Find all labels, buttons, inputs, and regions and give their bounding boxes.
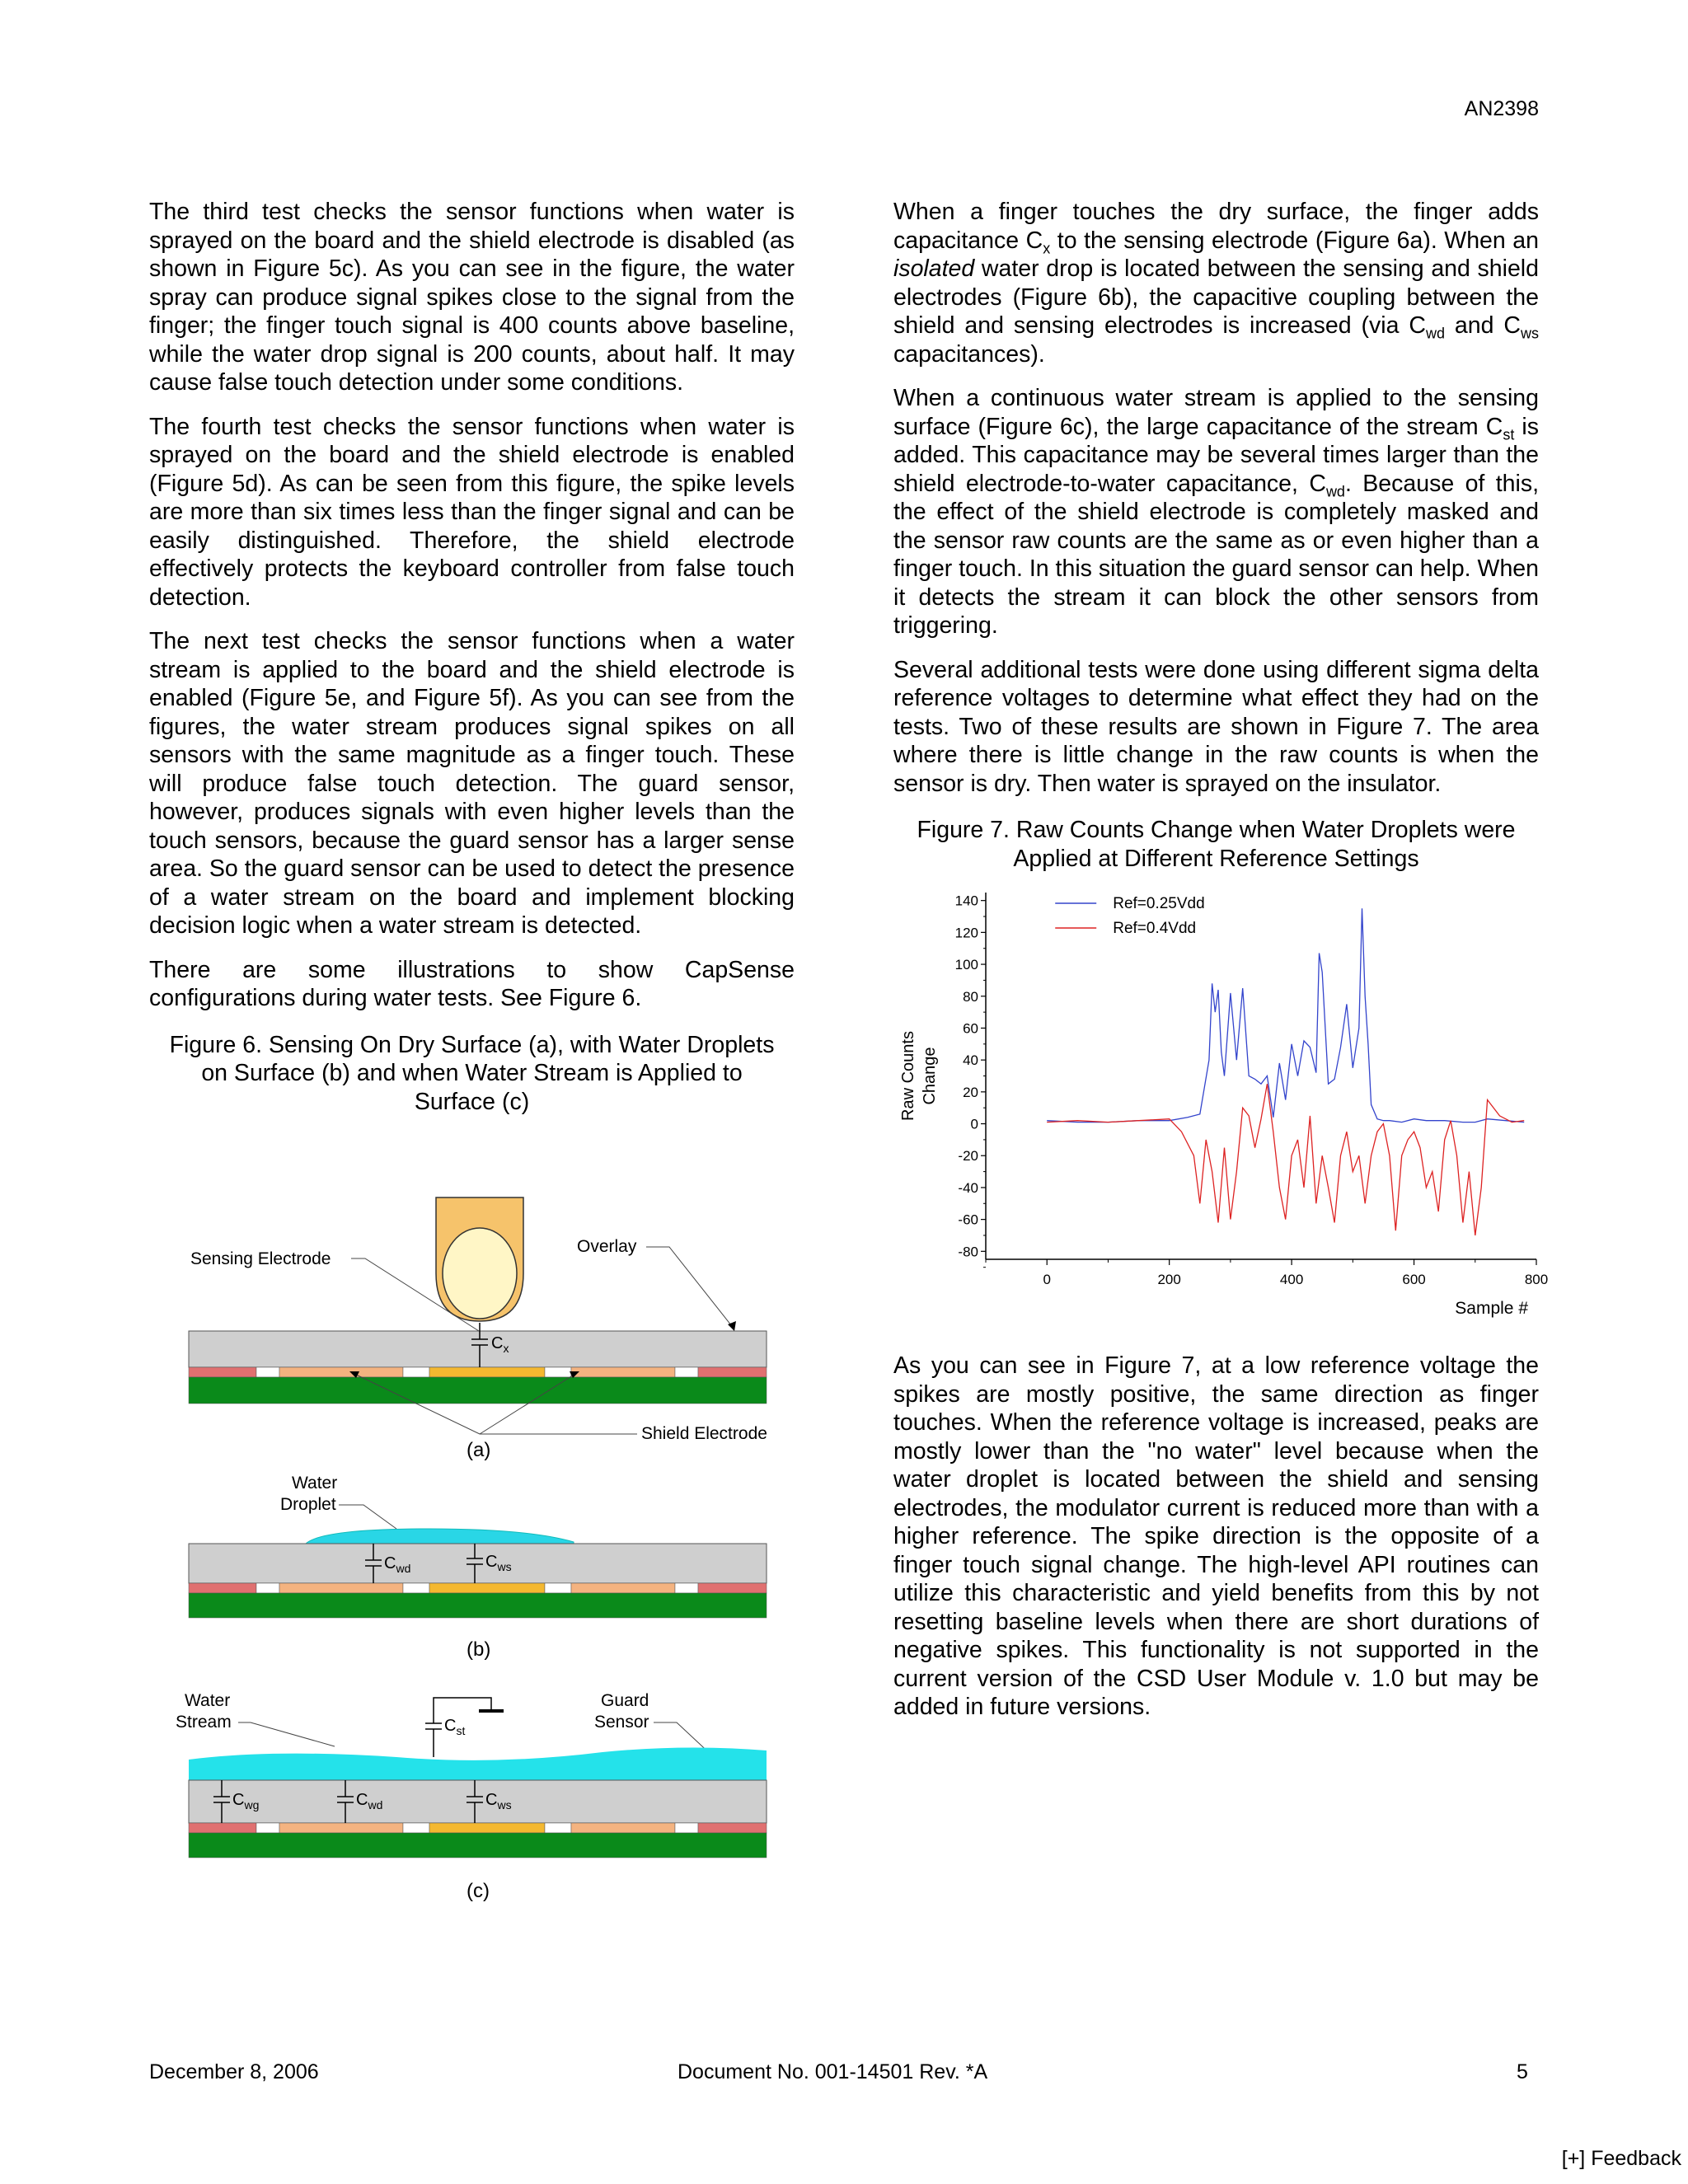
- electrode-gap: [545, 1367, 571, 1377]
- y-tick-label: 0: [970, 1116, 978, 1132]
- shield-strip-right: [698, 1367, 767, 1377]
- y-axis-label: Raw Counts: [899, 1031, 917, 1121]
- paragraph-finger-touch: When a finger touches the dry surface, the finger adds capacitance $C_x$ to the sensing electrode (Figure 6a). When an isolated water drop is located between the sensing and shield electrodes (Figure 6b), the capacitive coupling between the shield and sensing electrodes is increased (via $C_{wd}$ and $C_{ws}$ capacitances).: [893, 199, 1539, 368]
- panel-b: [189, 1474, 767, 1661]
- doc-id-header: AN2398: [1464, 97, 1539, 120]
- legend-label: Ref=0.4Vdd: [1113, 920, 1197, 937]
- shield-strip-left: [189, 1367, 256, 1377]
- x-tick-label: 200: [1157, 1272, 1181, 1287]
- x-tick-label: 600: [1402, 1272, 1426, 1287]
- panel-c: [176, 1691, 767, 1902]
- pcb-substrate: [189, 1593, 767, 1618]
- label-overlay: Overlay: [577, 1237, 637, 1256]
- leader-line: [646, 1247, 734, 1329]
- y-axis-label: Change: [921, 1047, 939, 1105]
- electrode-gap: [545, 1583, 571, 1593]
- shield-electrode: [571, 1823, 675, 1833]
- sensing-electrode: [429, 1367, 545, 1377]
- shield-electrode: [571, 1583, 675, 1593]
- shield-electrode: [279, 1583, 403, 1593]
- paragraph-water-stream: When a continuous water stream is applied to the sensing surface (Figure 6c), the large capacitance of the stream $C_{st}$ is added. This capacitance may be several times larger than the shield electrode-to-water capacitance, $C_{wd}$. Because of this, the effect of the shield electrode is completely masked and the sensor raw counts are the same as or even higher than a finger touch. In this situation the guard sensor can help. When it detects the stream it can block the other sensors from triggering.: [893, 385, 1540, 639]
- electrode-gap: [256, 1367, 279, 1377]
- electrode-gap: [675, 1367, 698, 1377]
- paragraph-third-test: The third test checks the sensor functions when water is sprayed on the board and the shield electrode is disabled (as shown in Figure 5c). As you can see in the figure, the water spray can produce signal spikes close to the signal from the finger; the finger touch signal is 400 counts above baseline, while the water drop signal is 200 counts, about half. It may cause false touch detection under some conditions.: [149, 199, 795, 396]
- electrode-gap: [675, 1583, 698, 1593]
- electrode-gap: [256, 1823, 279, 1833]
- electrode-gap: [403, 1367, 429, 1377]
- panel-label-a: (a): [467, 1439, 491, 1461]
- figure6-caption-line: Surface (c): [414, 1088, 530, 1115]
- electrode-gap: [256, 1583, 279, 1593]
- cap-label-cwd: $C_{wd}$: [384, 1554, 411, 1575]
- electrode-gap: [675, 1823, 698, 1833]
- y-tick-label: -60: [958, 1212, 978, 1228]
- y-tick-label: -20: [958, 1148, 978, 1165]
- paragraph-fourth-test: The fourth test checks the sensor functions when water is sprayed on the board and the shield electrode is enabled (Figure 5d). As can be seen from this figure, the spike levels are more than six times less than the finger signal and can be easily distinguished. Therefore, the shield electrode effectively protects the keyboard controller from false touch detection.: [149, 413, 795, 611]
- sensing-electrode: [429, 1583, 545, 1593]
- cap-label-cws: $C_{ws}$: [485, 1553, 512, 1573]
- footer-document-number: Document No. 001-14501 Rev. *A: [678, 2060, 988, 2083]
- panel-label-c: (c): [467, 1880, 490, 1902]
- pcb-substrate: [189, 1377, 767, 1404]
- shield-strip-left: [189, 1583, 256, 1593]
- electrode-gap: [545, 1823, 571, 1833]
- figure6-caption-line: on Surface (b) and when Water Stream is Applied to: [201, 1060, 743, 1086]
- shield-electrode: [571, 1367, 675, 1377]
- figure7-caption-line: Figure 7. Raw Counts Change when Water Droplets were: [917, 817, 1516, 843]
- y-tick-label: 60: [963, 1020, 978, 1037]
- y-tick-label: 120: [954, 925, 978, 941]
- label-water-stream: Water: [185, 1691, 231, 1710]
- figure6-caption-line: Figure 6. Sensing On Dry Surface (a), with Water Droplets: [169, 1031, 775, 1058]
- y-tick-label: -80: [958, 1244, 978, 1260]
- figure6-diagram: [149, 1207, 795, 1902]
- label-sensing-electrode: Sensing Electrode: [190, 1249, 331, 1268]
- y-tick-label: -40: [958, 1179, 978, 1196]
- leader-line: [238, 1722, 335, 1746]
- paragraph-figure7-discussion: As you can see in Figure 7, at a low reference voltage the spikes are mostly positive, the same direction as finger touches. When the reference voltage is increased, peaks are mostly lower than the "no water" level because when the water droplet is located between the shield and sensing electrodes, the modulator current is reduced more than with a higher reference. The spike direction is the opposite of a finger touch signal change. The high-level API routines can utilize this characteristic and yield benefits from this by not resetting baseline levels when there are short durations of negative spikes. This functionality is not supported in the current version of the CSD User Module v. 1.0 but may be added in future versions.: [893, 1352, 1539, 1720]
- x-tick-label: 800: [1524, 1272, 1549, 1287]
- y-tick-label: 140: [954, 893, 978, 909]
- left-column: [149, 198, 795, 1902]
- fingernail: [443, 1228, 517, 1319]
- guard-sensor-strip: [698, 1823, 767, 1833]
- electrode-gap: [403, 1823, 429, 1833]
- figure7-caption-line: Applied at Different Reference Settings: [1013, 845, 1419, 872]
- feedback-link[interactable]: [+] Feedback: [1561, 2147, 1681, 2170]
- y-tick-label: 80: [963, 988, 978, 1005]
- cap-label-cx: $C_x$: [491, 1334, 509, 1355]
- paragraph-additional-tests: Several additional tests were done using different sigma delta reference voltages to determine what effect they had on the tests. Two of these results are shown in Figure 7. The area where there is little change in the raw counts is when the sensor is dry. Then water is sprayed on the insulator.: [893, 656, 1539, 797]
- label-guard-sensor: Sensor: [594, 1713, 649, 1732]
- figure6-caption: [149, 1031, 795, 1117]
- y-tick-label: 100: [954, 957, 978, 973]
- label-water-stream: Stream: [176, 1713, 232, 1732]
- label-shield-electrode: Shield Electrode: [641, 1424, 767, 1443]
- x-tick-label: 400: [1279, 1272, 1304, 1287]
- water-stream: [189, 1747, 767, 1780]
- y-tick-label: 20: [963, 1084, 978, 1100]
- footer-date: December 8, 2006: [149, 2060, 319, 2083]
- label-water-droplet: Water: [292, 1474, 338, 1493]
- cap-label-cst: $C_{st}$: [444, 1717, 466, 1737]
- overlay-layer: [189, 1544, 767, 1583]
- electrode-gap: [403, 1583, 429, 1593]
- label-water-droplet: Droplet: [280, 1495, 336, 1514]
- shield-strip-left: [189, 1823, 256, 1833]
- cap-label-cws: $C_{ws}$: [485, 1791, 512, 1811]
- shield-electrode: [279, 1823, 403, 1833]
- overlay-layer: [189, 1331, 767, 1367]
- overlay-layer: [189, 1780, 767, 1823]
- cap-label-cwg: $C_{wg}$: [232, 1791, 260, 1811]
- leader-line: [339, 1505, 396, 1529]
- shield-strip-right: [698, 1583, 767, 1593]
- pcb-substrate: [189, 1833, 767, 1858]
- shield-electrode: [279, 1367, 403, 1377]
- x-tick-label: 0: [1043, 1272, 1051, 1287]
- figure7-chart: [893, 884, 1549, 1329]
- legend-label: Ref=0.25Vdd: [1113, 895, 1205, 912]
- paragraph-illustrations: There are some illustrations to show CapSense configurations during water tests. See Figure 6.: [149, 956, 795, 1011]
- series-line-1: [1047, 908, 1524, 1122]
- right-column: [893, 198, 1549, 1737]
- y-tick-label: 40: [963, 1052, 978, 1069]
- label-guard-sensor: Guard: [601, 1691, 649, 1710]
- water-droplet: [306, 1529, 574, 1545]
- panel-a: [189, 1197, 767, 1461]
- x-axis-label: Sample #: [1455, 1299, 1528, 1318]
- sensing-electrode: [429, 1823, 545, 1833]
- footer-page-number: 5: [1517, 2060, 1528, 2083]
- figure7-caption: [893, 816, 1539, 873]
- cap-label-cwd: $C_{wd}$: [356, 1791, 383, 1811]
- paragraph-next-test: The next test checks the sensor functions when a water stream is applied to the board and the shield electrode is enabled (Figure 5e, and Figure 5f). As you can see from the figures, the water stream produces signal spikes on all sensors with the same magnitude as a finger touch. These will produce false touch detection. The guard sensor, however, produces signals with even higher levels than the touch sensors, because the guard sensor has a larger sense area. So the guard sensor can be used to detect the presence of a water stream on the board and implement blocking decision logic when a water stream is detected.: [149, 628, 795, 939]
- panel-label-b: (b): [467, 1638, 491, 1661]
- series-line-2: [1047, 1084, 1524, 1235]
